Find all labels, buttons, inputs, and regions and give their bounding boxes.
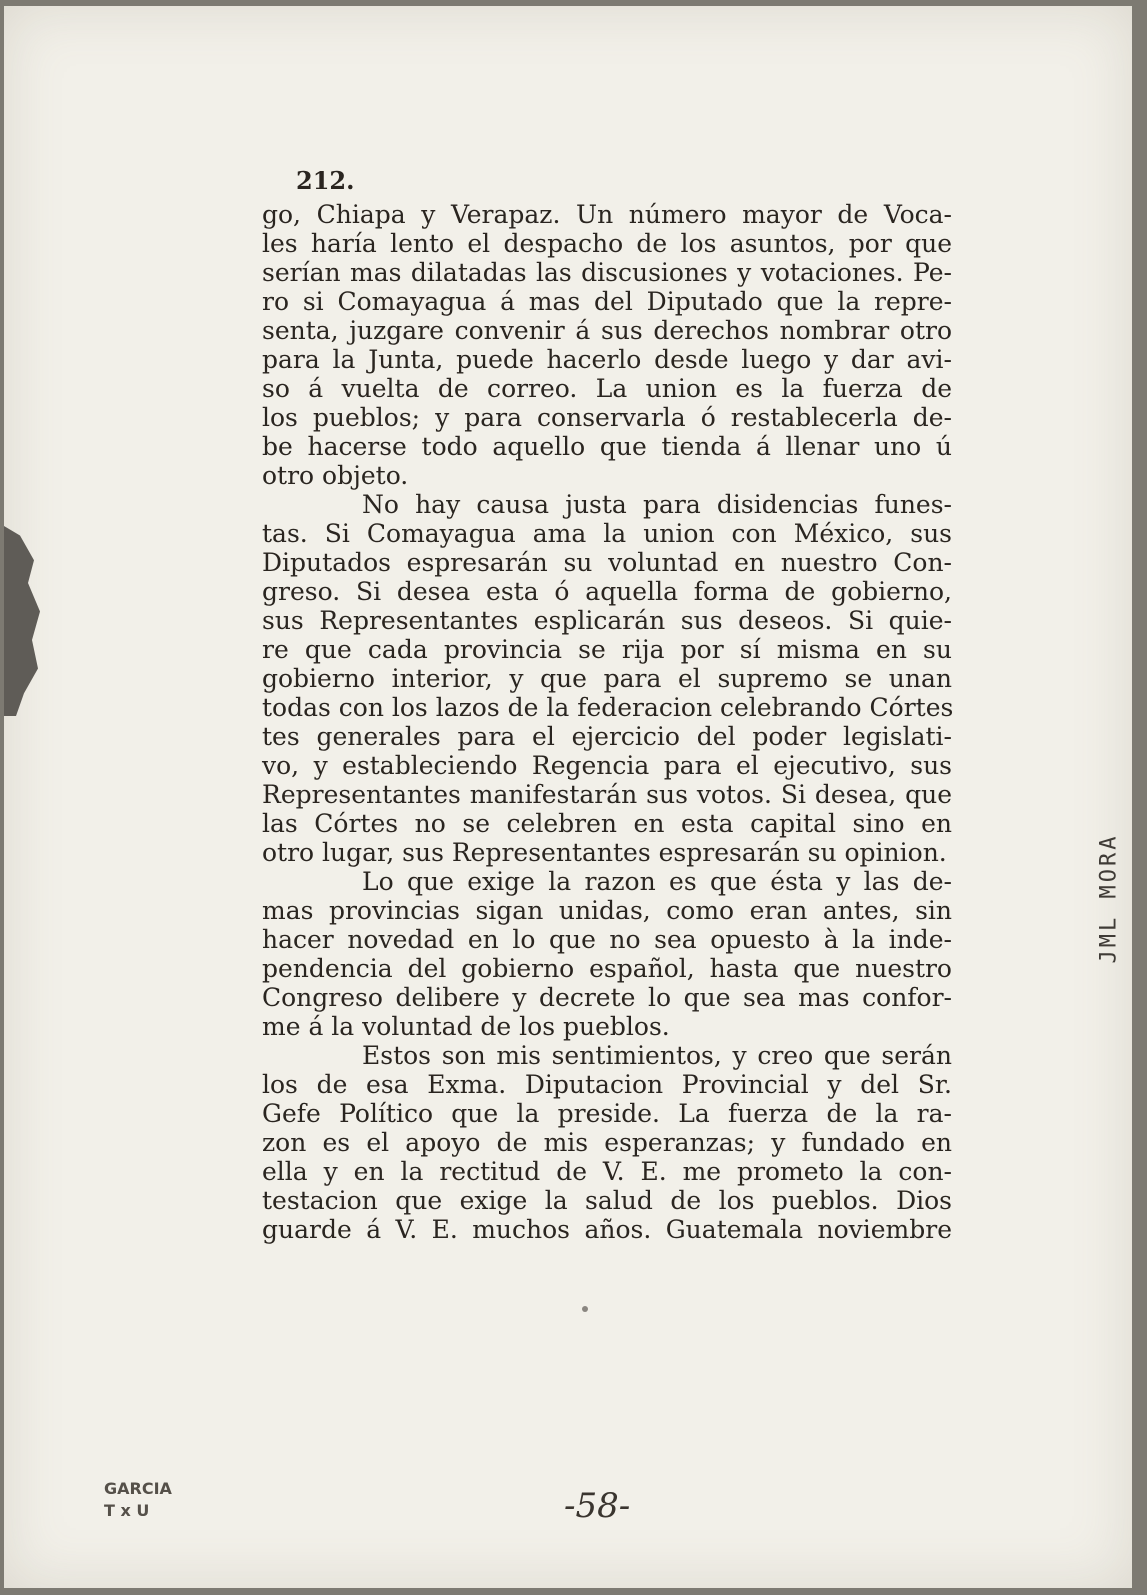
text-line: Representantes manifestarán sus votos. Si desea, que	[262, 780, 952, 809]
document-page	[4, 6, 1132, 1588]
text-line: so á vuelta de correo. La union es la fuerza de	[262, 374, 952, 403]
folio-number: -58-	[564, 1486, 631, 1526]
text-line: sus Representantes esplicarán sus deseos. Si quie-	[262, 606, 952, 635]
text-line: go, Chiapa y Verapaz. Un número mayor de Voca-	[262, 200, 952, 229]
ink-dot	[582, 1306, 588, 1312]
text-line: gobierno interior, y que para el supremo se unan	[262, 664, 952, 693]
garcia-stamp	[104, 1478, 172, 1522]
torn-edge	[4, 526, 44, 716]
text-line: tas. Si Comayagua ama la union con México, sus	[262, 519, 952, 548]
text-line: Estos son mis sentimientos, y creo que serán	[362, 1041, 952, 1070]
body-lines	[262, 200, 952, 1244]
text-line: las Córtes no se celebren en esta capital sino en	[262, 809, 952, 838]
text-line: ella y en la rectitud de V. E. me prometo la con-	[262, 1157, 952, 1186]
text-line: be hacerse todo aquello que tienda á llenar uno ú	[262, 432, 952, 461]
text-line: les haría lento el despacho de los asuntos, por que	[262, 229, 952, 258]
text-line: zon es el apoyo de mis esperanzas; y fundado en	[262, 1128, 952, 1157]
text-line: tes generales para el ejercicio del poder legislati-	[262, 722, 952, 751]
text-line: Gefe Político que la preside. La fuerza de la ra-	[262, 1099, 952, 1128]
text-line: vo, y estableciendo Regencia para el ejecutivo, sus	[262, 751, 952, 780]
text-line: re que cada provincia se rija por sí misma en su	[262, 635, 952, 664]
text-line: serían mas dilatadas las discusiones y votaciones. Pe-	[262, 258, 952, 287]
text-line: para la Junta, puede hacerlo desde luego y dar avi-	[262, 345, 952, 374]
text-line: guarde á V. E. muchos años. Guatemala noviembre	[262, 1215, 952, 1244]
text-line: ro si Comayagua á mas del Diputado que la repre-	[262, 287, 952, 316]
library-stamp: JML MORA	[1096, 833, 1122, 964]
text-line: hacer novedad en lo que no sea opuesto à la inde-	[262, 925, 952, 954]
text-line: me á la voluntad de los pueblos.	[262, 1012, 670, 1041]
garcia-stamp-line1: GARCIA	[104, 1479, 172, 1498]
text-line: otro lugar, sus Representantes espresarán su opinion.	[262, 838, 947, 867]
garcia-stamp-line2: T x U	[104, 1501, 150, 1520]
text-line: senta, juzgare convenir á sus derechos nombrar otro	[262, 316, 952, 345]
text-line: los pueblos; y para conservarla ó restablecerla de-	[262, 403, 952, 432]
text-line: Diputados espresarán su voluntad en nuestro Con-	[262, 548, 952, 577]
text-line: pendencia del gobierno español, hasta que nuestro	[262, 954, 952, 983]
text-line: Lo que exige la razon es que ésta y las de-	[362, 867, 952, 896]
text-line: todas con los lazos de la federacion celebrando Córtes	[262, 693, 954, 722]
page-number: 212.	[296, 166, 355, 195]
text-line: otro objeto.	[262, 461, 409, 490]
text-line: greso. Si desea esta ó aquella forma de gobierno,	[262, 577, 952, 606]
text-line: los de esa Exma. Diputacion Provincial y del Sr.	[262, 1070, 952, 1099]
text-line: No hay causa justa para disidencias funes-	[362, 490, 952, 519]
text-line: mas provincias sigan unidas, como eran antes, sin	[262, 896, 952, 925]
text-line: Congreso delibere y decrete lo que sea mas confor-	[262, 983, 952, 1012]
text-line: testacion que exige la salud de los pueblos. Dios	[262, 1186, 952, 1215]
